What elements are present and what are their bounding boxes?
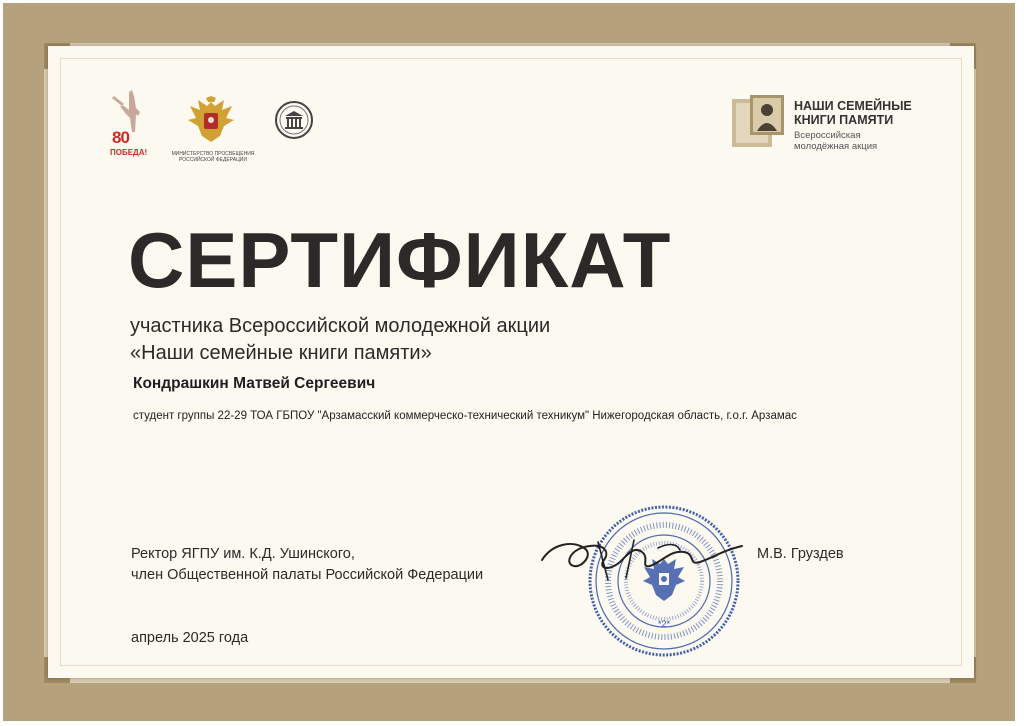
- ministry-caption: МИНИСТЕРСТВО ПРОСВЕЩЕНИЯ РОССИЙСКОЙ ФЕДЕРАЦИИ: [171, 151, 255, 163]
- victory-word: ПОБЕДА!: [110, 148, 148, 157]
- recipient-details: студент группы 22-29 ТОА ГБПОУ "Арзамасский коммерческо-технический техникум" Нижегородская область, г.о.г. Арзамас: [133, 410, 797, 422]
- double-headed-eagle-icon: [184, 96, 238, 146]
- brand-subtitle: Всероссийская молодёжная акция: [794, 130, 878, 152]
- certificate-subtitle: участника Всероссийской молодежной акции «Наши семейные книги памяти»: [130, 315, 551, 364]
- signer-name: М.В. Груздев: [757, 546, 844, 562]
- university-building-icon: [274, 100, 314, 140]
- handwritten-signature: [538, 522, 748, 592]
- ministry-emblem-logo: [184, 96, 238, 146]
- victory-80-logo: [108, 88, 158, 164]
- university-logo: [274, 100, 314, 140]
- issue-date: апрель 2025 года: [131, 630, 249, 646]
- victory-number: 80: [112, 128, 129, 147]
- brand-title: НАШИ СЕМЕЙНЫЕ КНИГИ ПАМЯТИ: [794, 99, 912, 127]
- seal-center-mark: *2*: [657, 619, 671, 629]
- certificate-title: СЕРТИФИКАТ: [128, 216, 672, 304]
- recipient-name: Кондрашкин Матвей Сергеевич: [133, 375, 376, 392]
- signer-position: Ректор ЯГПУ им. К.Д. Ушинского, член Общественной палаты Российской Федерации: [131, 546, 484, 583]
- postage-stamp-portrait-icon: [730, 93, 790, 153]
